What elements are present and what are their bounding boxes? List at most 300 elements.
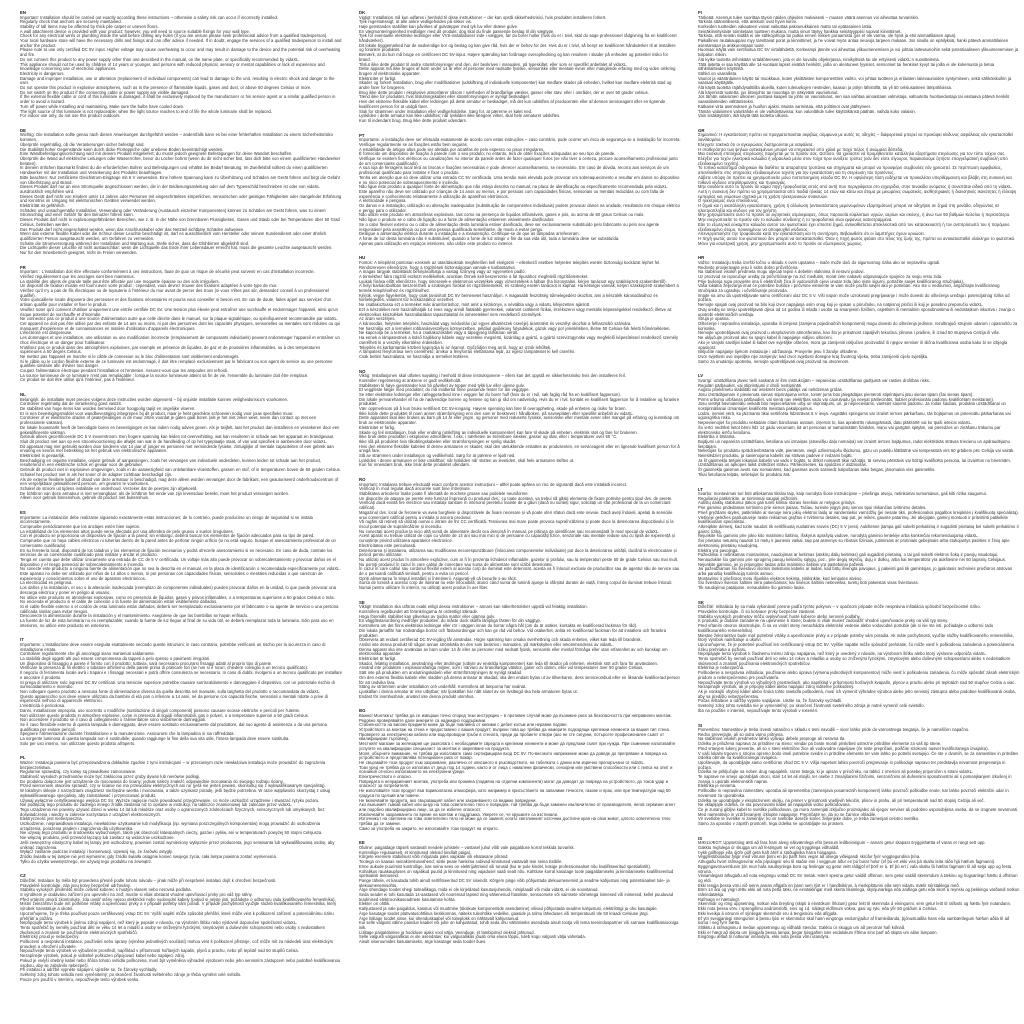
instruction-line: Si el cable flexible externo o el cordón de esta luminaria están dañados, deberá ser reemplazado exclusivamente por el fabricante o su agente de servicio o una persona calificada similar para evitar riesgos. <box>20 603 339 614</box>
instruction-line: Kontrollera om det finns elektriska ledningar eller rör i väggen innan du borrar några hål (om du är osäker, kontakta en kvalificerad fackman för råd). <box>359 623 638 629</box>
instruction-line: Aukštų daiktų stabilumui įtakos gali turėti kilimai storais šereliais ar nelygios grindys. <box>698 500 856 506</box>
instruction-line: Elektricitet er farligt. <box>359 75 397 81</box>
instruction-line: Vérifiez qu'il n'y a pas de fils électriques ou de tuyauterie à l'intérieur du mur avant de percer des trous (si vous n'êtes pas sûr, demandez conseil à un professionnel qualifié). <box>20 288 330 298</box>
language-code: IT <box>20 637 24 643</box>
instruction-line: Hvis den eksterne fleksible kabelen til denne armaturen er skadet, skal den utelukkende erstattes av produsenten, en serviceagent eller en lignende kvalifisert person for å unngå fare. <box>359 443 680 454</box>
instruction-line: Não ligue este produto a qualquer fonte de alimentação que não esteja descrita no manual, na placa de identificação ou especificamente recomendada pela vidaXL. <box>359 184 669 190</box>
instruction-line: Verificați în mod regulat dacă ancorele sunt bine întreținute. <box>359 486 471 492</box>
instruction-line: En vægmonteringsenhed medfølger med dit produkt; dog skal du finde passende beslag til din vægtype. <box>359 28 555 34</box>
instruction-line: Stäng av strömmen under installation och underhåll. Kontrollera att lamporna har svalnat. <box>359 684 527 690</box>
language-section-ro <box>359 477 681 591</box>
instruction-line: Important : L'installation doit être effectuée conformément à ces instructions, faute de quoi un risque de sécurité peut survenir en cas d'installation incorrecte. <box>20 269 315 275</box>
language-code: GR <box>698 127 705 133</box>
instruction-line: Die Lichtquelle dieser Leuchte ist nicht austauschbar; wenn die Lichtquelle das Ende ihrer Lebensdauer erreicht hat, muss die gesamte Leuchte ausgetauscht werden. <box>20 245 333 251</box>
instruction-line: Electricity is dangerous. <box>20 70 65 76</box>
instruction-line: Εάν το εξωτερικό εύκαμπτο καλώδιο αυτού του φωτιστικού έχει υποστεί ζημιά, αντικαθίσταται αποκλειστικά από τον κατασκευαστή ή τον αντιπρόσωπό του ή παρόμοιο εξειδικευμένο άτομο, προκειμένου να αποφευχθεί κίνδυνος. <box>698 221 1010 232</box>
instruction-line: Ne használja ezt a terméket robbanásveszélyes környezetben, például gyúlékony folyadékok, gázok vagy por jelenlétében, illetve 50 Celsius-fok feletti hőmérsékleten. <box>359 325 671 331</box>
instruction-line: Kontrollige regulaarselt, et kinnitused oleksid kindlalt paigal. <box>359 849 471 855</box>
instruction-line: Desconecte la alimentación durante la instalación y el mantenimiento. Asegúrese de que las bombillas se hayan enfriado. <box>20 613 249 619</box>
instruction-line: Ekki nota þessa vöru í sprengifimu andrúmslofti, eins og t.d. nálægt eldfimum vökva, gasi og ryki, eða yfir 50 gráðum á Celsíus. <box>698 906 938 912</box>
instruction-line: Er is een bevestigingsmiddel voor wandbevestiging inbegrepen bij dit product, maar je hebt geschikte schroeven nodig voor jouw specifieke muur. <box>20 410 294 416</box>
instruction-line: Tarkista, että seinän sisällä ei ole sähköjohtoja tai putkia ennen reikien poraamista (jos et ole varma, ole hyvä ja etsi ammattilaisen apua). <box>698 33 957 39</box>
instruction-line: Non collegare questo prodotto a nessuna fonte di alimentazione diversa da quella descritta nel manuale, sulla targhetta del prodotto o raccomandata da vidaXL. <box>20 689 321 694</box>
instruction-line: A eletricidade é perigosa. <box>359 198 407 204</box>
instruction-line: Nenaudokite šio gaminio prie sprogimų pavojų keliančių sąlygų, pvz., prie degių skysčių, dujų ir dulkių, arba kai temperatūra yra aukštesnė nei 50 laipsnių Celsijaus. <box>698 556 1006 562</box>
instruction-line: Skador, felaktig installation, användning eller ändringar (utbyte av enskilda komponenter) kan leda till skador på enheten, elektrisk stöt och fara för användaren. <box>359 660 659 666</box>
language-code: EE <box>359 840 365 846</box>
instruction-line: Elektrika je nevarna. <box>698 783 737 789</box>
instruction-line: Med namestitvijo in vzdrževanjem izklopite napajanje. Prepričajte se, da so se žarnice ohladile. <box>698 811 877 817</box>
language-section-gr <box>698 128 1020 246</box>
instruction-line: Un dispositivo di fissaggio a parete è fornito con il prodotto; tuttavia, sarà necessario procurarsi fissaggi adatti al proprio tipo di parete. <box>20 660 273 666</box>
instruction-line: De lichtbron van deze armatuur is niet vervangbaar; als de lichtbron het einde van zijn levensduur bereikt, moet het product vervangen worden. <box>20 490 290 496</box>
instruction-line: Slökktu á rafmagninu á meðan uppsetningu og viðhaldi stendur. Gakktu úr skugga um að perurnar hafi kólnað. <box>698 924 906 930</box>
instruction-line: Μην ενεργοποιείτε το προϊόν εάν το καλώδιο σύνδεσης ή το τροφοδοτικό είναι εμφανώς κατεστραμμένα. <box>698 217 893 223</box>
instruction-line: Elektrizität ist gefährlich. <box>20 203 66 209</box>
instruction-line: Vérifiez régulièrement que les ancrages sont bien maintenus. <box>20 273 135 279</box>
instruction-line: Počas inštalácie a údržby vypnite napájanie. Uistite sa, že žiarovky vychladli. <box>698 698 843 704</box>
instruction-line: Das Produkt darf nicht eingeschaltet werden, wenn das Anschlusskabel oder das Netzteil sichtbare Schäden aufweisen. <box>20 226 245 232</box>
instruction-line: Katkaise virta asennuksen ja huollon ajaksi. Muista varmistaa, että polttimot ovat jäähtyneet. <box>698 103 871 109</box>
language-code: IS <box>698 835 703 841</box>
instruction-line: Athugaðu hvort rafmagnsvírar eða pípulagnir séu til staðar inni í veggnum áður en þú borar holur (ef þú ert ekki viss þá skaltu leita ráða hjá hæfum fagmanni). <box>698 859 996 865</box>
instruction-line: Stabiliteten til høye gjenstander kan bli påvirket av tepper med tykk luv eller ujevne gulv. <box>359 382 525 388</box>
instruction-line: Ikke koble dette produktet til noen annen strømforsyning enn den som er beskrevet i håndboken, på navneplaten eller spesifikt anbefalt av vidaXL. <box>359 410 634 416</box>
instruction-line: Schalte die Stromversorgung während der Installation und Wartung aus. Stelle sicher, dass die Glühbirnen abgekühlt sind. <box>20 240 250 246</box>
instruction-line: Do not switch on the product if the connecting cable or power supply are visible damaged. <box>20 89 190 95</box>
instruction-line: Questo apparecchio non deve essere utilizzato da bambini di età pari o inferiore a 14 anni, né da persone con capacità fisiche, sensoriali o mentali ridotte o prive di esperienza nell'uso di apparecchi elettronici. <box>20 693 328 704</box>
instruction-line: Ελέγξτε για τυχόν ηλεκτρικά καλώδια ή υδραυλικά μέσα στον τοίχο πριν ανοίξετε τρύπες (εάν δεν είστε σίγουροι, παρακαλούμε ζητήστε επαγγελματική συμβουλή από εξειδικευμένο τεχνίτη). <box>698 155 1008 166</box>
instruction-line: Belangrijk: de installatie moet precies volgens deze instructies worden uitgevoerd – bij onjuiste installatie kunnen veiligheidsrisico's voorkomen. <box>20 396 289 402</box>
instruction-line: Tego urządzenia nie powinny używać dzieci w wieku 14 lat lub młodsze oraz osoby o ograniczonych zdolnościach fizycznych, sensorycznych lub umysłowych, bez doświadczenia i wiedzy w zakresie korzystania z urządzeń elektronicznych. <box>20 806 325 817</box>
instruction-line: Μην συνδέετε αυτό το προϊόν σε καμία πηγή τροφοδοσίας εκτός από αυτή που περιγράφεται στο εγχειρίδιο, στην πινακίδα ονόματος ή συνιστάται ειδικά από τη vidaXL. <box>698 184 1013 190</box>
language-section-nl <box>20 392 342 501</box>
instruction-line: Tämän valaisimen valonlähde ei ole vaihdettavissa; kun valonlähde tulee käyttöikänsä päähän, vaihda koko valaisin. <box>698 108 916 114</box>
instruction-line: Sursa de lumină a acestui corp de iluminat nu este înlocuibilă; atunci când sursa de lumină ajunge la sfârșitul duratei de viață, întreg corpul de iluminat trebuie înlocuit. <box>359 580 673 586</box>
instruction-line: Při instalaci a údržbě vypněte napájení. Ujistěte se, že žárovky vychladly. <box>20 967 158 973</box>
language-section-is <box>698 836 1020 940</box>
instruction-line: Wenn das externe flexible Kabel oder die Schnur dieser Leuchte beschädigt ist, darf es ausschließlich vom Hersteller oder seinem Kundendienst oder einer ähnlich qualifizierten Person ausgetauscht werden, um Gefahren zu vermeiden. <box>20 231 327 241</box>
instruction-line: Pouze pro použití v interiéru, nepoužívejte tento výrobek venku. <box>20 976 140 982</box>
instruction-line: Kontroller regelmessig at ankrene er godt vedlikeholdt. <box>359 377 462 383</box>
instruction-line: Bemærk, at du kun må bruge en certificeret DC 5V-input. Højere spænding kan forårsage overophedning og kan resultere i skader på enheden og potentiel risiko for brand. <box>359 52 669 62</box>
instruction-line: Überprüfe regelmäßig, ob die Verankerungen sicher befestigt sind. <box>20 141 145 147</box>
instruction-line: Stabilność wysokich przedmiotów może być zakłócona przez gruby dywan lub nierówne podłogi. <box>20 774 201 780</box>
instruction-line: Ekki er hægt að skipta um ljósgjafa þessa lampa; þegar ljósgjafinn nær endalokum líftíma síns þarf að skipta um allan lampann. <box>698 929 938 935</box>
instruction-line: Isključite napajanje tijekom instalacije i održavanja. Provjerite jesu li žarulje ohlađene. <box>698 349 859 355</box>
instruction-line: Dette apparatet skal ikke brukes av barn på 14 år eller yngre, og personer med reduserte fysiske, sensoriske eller mentale evner eller mangel på erfaring og kunnskap om bruk av elektroniske apparater. <box>359 415 680 426</box>
instruction-line: Não utilize este produto em atmosferas explosivas, tais como na presença de líquidos inflamáveis, gases e pós, ou acima de 50 graus Celsius ou mais. <box>359 212 645 218</box>
instruction-line: Dit lokale byggemarked har de nødvendige bor og beslag og kan give råd, hvis der er behov for det. Hvis du er i tvivl, så benyt en kvalificeret håndværker til at installere og forankre produktet. <box>359 42 676 53</box>
instruction-line: Un dispositif de fixation murale est fourni avec votre produit ; cependant, vous devrez trouver des fixations adaptées à votre type de mur. <box>20 283 278 289</box>
instruction-line: Източникът на светлина на това осветително тяло не може да се заменя; когато светлинният източник достигне края на своя живот, цялото осветително тяло трябва да се замени. <box>359 816 671 827</box>
instruction-line: Αυτή η συσκευή δεν πρέπει να χρησιμοποιείται από παιδιά ηλικίας 14 ετών και κάτω και άτομα με μειωμένες σωματικές, αισθητηριακές ή διανοητικές ικανότητες ή έλλειψη εμπειρίας και γνώσεων σχετικά με τη χρήση ηλεκτρονικών συσκευών. <box>698 188 1017 199</box>
instruction-line: Numai pentru utilizare în interior, nu utilizați acest produs în aer liber. <box>359 585 489 591</box>
instruction-line: Ha ennek a lámpatestnek a külső hajlékony kábele vagy vezetéke megsérül, kizárólag a gyártó, a gyártó szervizügynöke vagy megfelelő képesítéssel rendelkező személy cserélheti ki a veszély elkerülése érdekében. <box>359 335 679 345</box>
instruction-line: Pred vŕtaním otvorov skontrolujte, či sa vo vnútri steny nenachádza elektrické vedenie alebo vodovodné potrubie (ak si nie ste istí, požiadajte o odbornú radu kvalifikovaného remeselníka). <box>698 623 994 633</box>
instruction-line: Pomembno: Namestitev je treba izvesti natančno v skladu s temi navodili – sicer lahko pride do varnostnega tveganja, če je nameščen napačno. <box>698 727 970 733</box>
instruction-line: Nejunkite šio gaminio prie jokio kito maitinimo šaltinio, išskyrus aprašytą vadove, nurodytą gaminio lentelėje arba konkrečiai rekomenduojamą vidaXL. <box>698 533 979 539</box>
instruction-line: Nepripájajte tento výrobok k žiadnemu inému zdroju napájania, než ktorý je uvedený v návode, na výrobnom štítku alebo ktorý výslovne odporúča vidaXL. <box>698 651 987 657</box>
instruction-line: Et veggfeste følger med produktet; du må imidlertid finne passende fester for din veggtype. <box>359 387 530 393</box>
instruction-line: Do not operate this product in explosive atmospheres, such as in the presence of flammable liquids, gases and dust, or above 50 degrees Celsius or more. <box>20 85 312 91</box>
instruction-line: Tento spotřebič by neměly používat děti ve věku 14 let a mladší a osoby se sníženými fyzickými, smyslovými a duševními schopnostmi nebo osoby s nedostatkem zkušeností a znalostí se používáním elektronických spotřebičů. <box>20 924 325 935</box>
instruction-line: Dieses Gerät darf nicht von Kindern unter 14 Jahren oder Personen mit eingeschränkten körperlichen, sensorischen oder geistigen Fähigkeiten oder mangelnder Erfahrung und Kenntnis im Umgang mit elektronischen Geräten verwendet werden. <box>20 193 342 204</box>
instruction-line: Elektra yra pavojinga. <box>698 547 739 553</box>
instruction-line: Elektricitet är farligt. <box>359 656 397 662</box>
instruction-line: Nepoužívejte tento výrobek ve výbušném prostředí, například v přítomnosti hořlavých kapalin, plynů a prachu, nebo při teplotě nad 50 stupňů Celsia. <box>20 948 299 954</box>
instruction-line: L'électricité est dangereuse. <box>20 330 73 336</box>
column-3 <box>698 10 1020 949</box>
instruction-line: Elekter on ohtlik. <box>359 901 391 907</box>
language-section-lv <box>698 373 1020 477</box>
instruction-line: Korkeiden tuotteiden vakauteen voivat vaikuttaa paksunukkainen matto tai epätasainen lattia. <box>698 23 873 29</box>
language-section-fi <box>698 10 1020 119</box>
instruction-line: Die Stabilität hoher Gegenstände kann durch dicke Florteppiche oder unebene Böden beeinträchtigt werden. <box>20 146 224 152</box>
instruction-line: Enne aukude puurimist kontrollige, kas seina sees on elektrijuhtmeid või torusid (kui te pole kindel, küsige professionaalset nõu kvalifitseeritud spetsialistilt). <box>359 863 652 869</box>
instruction-line: Schakel de stroom uit tijdens installatie en onderhoud. Verzeker dat de peertjes zijn afgekoeld. <box>20 485 198 491</box>
instruction-line: If the external flexible cable or cord of this luminaire is damaged, it shall be exclusively replaced by the manufacturer or his service agent or a similar qualified person in order to avoid a hazard. <box>20 94 336 105</box>
instruction-line: Nepievienojiet šo produktu nekādam citam barošanas avotam, izņemot to, kas aprakstīts rokasgrāmatā, datu plāksnītē vai ko īpaši ieteicis vidaXL. <box>698 420 972 426</box>
language-code: HR <box>698 255 705 261</box>
instruction-line: Brug ikke dette produkt i eksplosive atmosfærer såsom i nærheden af brandfarlige væsker, gasser eller støv, eller i områder, der er over 50 grader celsius. <box>359 89 649 95</box>
instruction-line: The light source of this luminaire is not replaceable; when the light source reaches to end of life the whole luminaire shall be replaced. <box>20 108 273 114</box>
language-code: EN <box>20 10 26 15</box>
instruction-line: Dôležité: Inštalácia by sa mala vykonávať presne podľa týchto pokynov – v opačnom prípade môže nesprávna inštalácia spôsobiť bezpečnostné riziko. <box>698 604 981 610</box>
instruction-line: Schäden und unsachgemäße Installation, Verwendung oder Veränderung (Austausch einzelner Komponenten) können zu Schäden am Gerät führen, was zu einem Stromschlag und einer Gefahr für den Benutzer führen kann. <box>20 207 326 218</box>
instruction-line: Se il cavo flessibile esterno di questa lampada è danneggiato, deve essere sostituito esclusivamente dal produttore, dal suo agente di assistenza o da una persona qualificata per evitare pericoli. <box>20 721 327 732</box>
instruction-line: Изключвайте захранването по време на монтаж и поддръжка. Уверете се, че крушките са изстинали. <box>359 811 559 817</box>
instruction-line: Csak beltéri használatra, ne használja a terméket kültéren. <box>359 353 470 359</box>
instruction-line: Cet appareil ne doit pas être utilisé par des enfants de 14 ans ou moins, ni par des personnes dont les capacités physiques, sensorielles ou mentales sont réduites ou qui manquent d'expérience et de connaissances en matière d'utilisation d'appareils électroniques. <box>20 320 341 331</box>
instruction-line: Poškození a nesprávná instalace, používání nebo úpravy (výměna jednotlivých součástí) mohou vést k poškození přístroje, což může mít za následek úraz elektrickým proudem a ohrožení uživatele. <box>20 939 334 949</box>
instruction-line: Eine Wandbefestigungsvorrichtung wird mit deinem Produkt mitgeliefert; du musst jedoch geeignete Befestigungen für deine Wandart beschaffen. <box>20 151 293 157</box>
instruction-line: Svarīgi: uzstādīšana jāveic tieši saskaņā ar šīm instrukcijām – nepareizas uzstādīšanas gadījumā var rasties drošības risks. <box>698 377 931 383</box>
instruction-line: Šio šviestuvo šviesos šaltinis nėra pakeičiamas; kai šviesos šaltinis nebeveikia, turėtų būti pakeistas visas šviestuvas. <box>698 580 919 586</box>
language-section-ee <box>359 840 681 944</box>
instruction-line: Wichtig: Die Installation sollte genau nach diesen Anweisungen durchgeführt werden – andernfalls kann es bei einer fehlerhaften Installation zu einem Sicherheitsrisiko kommen. <box>20 132 333 143</box>
instruction-line: Non accendere il prodotto se il cavo di collegamento o l'alimentatore sono visibilmente danneggiati. <box>20 717 207 723</box>
instruction-line: Elektryczność jest niebezpieczna. <box>20 816 83 822</box>
language-section-pl <box>20 755 342 864</box>
instruction-line: En väggfästanordning medföljer produkten; du måste dock skaffa lämpliga fästen för din väggtyp. <box>359 618 542 624</box>
instruction-line: Din lokala järnaffär har nödvändiga borrar och fästanordningar och kan ge råd vid behov. Vid osäkerhet, anlita en kvalificerad fackman för att installera och förankra produkten. <box>359 627 667 638</box>
instruction-line: Šī gaismekļa gaismas avots nav nomaināms; kad gaismas avots sasniedz kalpošanas laika beigas, jānomaina viss gaismeklis. <box>698 467 936 473</box>
instruction-line: A fonte de luz desta luminária não é substituível; quando a fonte de luz atingir o fim da sua vida útil, toda a luminária deve ser substituída. <box>359 235 620 241</box>
instruction-line: Този уред не трябва да се използва от деца под 14 години, както и от лица с намалени физически, сензорни или умствени способности или с липса на опит и познания относно използването на електронни уреди. <box>359 764 673 775</box>
instruction-line: Prieš gręždami skyles, patikrinkite ar sienoje nėra jokių elektros laidų ar vandentiekio vamzdžių (jei nesate tikri, profesionalios pagalbos kreipkitės į kvalifikuotą specialistą). <box>698 509 1019 515</box>
column-2 <box>359 10 681 954</box>
instruction-line: V vaši lokalni trgovini s strojno opremo bodo imeli potrebne svedre in pritrdilne elemente ter vam lahko po potrebi svetujejo. Če ste v dvomih, se za namestitev in pritrditev izdelka obrnite na kvalificiranega izvajalca. <box>698 750 1019 761</box>
instruction-line: Na stabilnost visokih predmetov lahko vplivajo debele preproge ali neravna tla. <box>698 736 846 742</box>
instruction-line: Damage and improper installation, use or alteration (replacement of individual components) can lead to damage to the unit, resulting in electric shock and danger to the user. <box>20 75 335 86</box>
instruction-line: Controleer regelmatig dat de verankering goed vastzit. <box>20 401 122 407</box>
instruction-line: Elektrina je nebezpečná. <box>698 665 745 671</box>
instruction-line: Vă rugăm să rețineți să utilizați numai o intrare de 5V CC certificată. Tensiunea mai mare poate provoca supraîncălzirea și poate duce la deteriorarea dispozitivului și la riscul potențial de supraîncălzire și incendiu. <box>359 519 674 529</box>
instruction-line: Augstu priekšmetu stabilitāti var ietekmēt biezs paklājs vai nelīdzenas grīdas. <box>698 387 843 393</box>
instruction-line: Fontos: A telepítést pontosan ezeknek az utasításoknak megfelelően kell elvégezni – ellenkező esetben helytelen telepítés esetén biztonsági kockázat léphet fel. <box>359 259 661 265</box>
instruction-line: Importante: a instalação deve ser efetuada exatamente de acordo com estas instruções – caso contrário, pode ocorrer um risco de segurança se a instalação for incorreta. <box>359 137 681 143</box>
instruction-line: Acest aparat nu trebuie utilizat de copii cu vârste de 14 ani sau mai mici și de persoane cu capacități fizice, senzoriale sau mentale reduse sau cu lipsă de experiență și cunoștințe privind utilizarea aparatelor electronice. <box>359 533 675 544</box>
instruction-line: Vinsamlegast athugaðu að nota eingöngu vottað DC 5V inntak. Hærri spenna getur valdið ofhitnun, sem getur valdið skemmdum á tækinu og hugsanlegri hættu á ofhitnun og eldi. <box>698 873 1018 883</box>
instruction-line: În cazul în care cablul sau cordonul flexibil extern al acestui corp de iluminat este deteriorat, acesta va fi înlocuit exclusiv de producător sau de agentul său de service sau de o persoană calificată similară, pentru a evita un pericol. <box>359 566 680 577</box>
instruction-line: Atkreipkite dėmesį, kad turite naudoti tik sertifikuotą nuolatinės srovės (DC) 5 V įvestį. Aukštesnė įtampa gali sukelti perkaitimą ir sugadinti prietaisą bei sukelti perkaitimo ir gaisro riziką. <box>698 524 1019 534</box>
instruction-line: Tilslut ikke dette produkt til andre strømforsyninger end den, der beskrives i manualen, på typeskiltet, eller som er specifikt anbefalet af vidaXL. <box>359 61 628 67</box>
instruction-line: Spegnere l'alimentazione durante l'installazione e la manutenzione. Assicurarsi che la lampadina si sia raffreddata. <box>20 731 235 737</box>
instruction-line: Η σταθερότητα των ψηλών αντικειμένων μπορεί να επηρεαστεί από χαλιά με παχύ πέλος ή ανώμαλα δάπεδα. <box>698 146 904 152</box>
instruction-line: Izdelka ne priključujte na noben drug napajalnik, razen tistega, ki je opisan v priročniku, na tablici z imenom ali posebej priporočen s strani vidaXL. <box>698 769 974 775</box>
instruction-line: Struja je opasna. <box>698 316 730 322</box>
instruction-line: Desligue a alimentação elétrica durante a instalação e a manutenção. Certifique-se de que as lâmpadas arrefeceram. <box>359 231 580 237</box>
instruction-line: Elektrisitet er farlig. <box>359 424 396 430</box>
instruction-line: Seinäkiinnityslaite toimitetaan tuotteen mukana, mutta sinun täytyy hankkia seinätyyppiisi sopivat kiinnittimet. <box>698 28 902 34</box>
language-section-dk <box>359 10 681 124</box>
instruction-line: Lyukak fúrása előtt ellenőrizze, hogy nincsenek-e elektromos vezetékek vagy vízvezetékek a falban (ha bizonytalan, kérjen tanácsot egy szakképzett szakembertől). <box>359 278 667 284</box>
instruction-line: Sluit dit product niet aan op een stroomvoorziening die afwijkt van wat in de handleiding of op het typeplaatje staat, of van wat specifiek is aanbevolen door vidaXL. <box>20 438 328 444</box>
instruction-line: Stabilitatea articolelor înalte poate fi afectată de mochete groase sau podelele neuniforme. <box>359 491 529 497</box>
instruction-line: Tento spotrebič by nemali používať deti vo veku 14 rokov a mladšie a osoby so zníženými fyzickými, zmyslovými alebo duševnými schopnosťami alebo s nedostatkom skúseností a znalostí používania elektronických spotrebičov. <box>698 656 1011 666</box>
instruction-line: Pravidelně kontrolujte, zda jsou kotvy bezpečně udržovány. <box>20 882 131 888</box>
instruction-line: Gakktu reglulega úr skugga um að festingum sé vel og tryggilega viðhaldið. <box>698 844 840 850</box>
instruction-line: De stabiliteit van hoge items kan worden beïnvloed door hoogpolig tapijt en ongelijke vloeren. <box>20 406 196 412</box>
instruction-line: Regularly check that anchors are securely maintained. <box>20 19 122 25</box>
instruction-line: Šio prietaiso neturėtų naudoti 14 metų ir jaunesni vaikai, taip pat asmenys su ribotais fiziniais, jutiminiais ar protiniais gebėjimais arba stokojantys patirties ir žinių apie elektroninių prietaisų naudojimą. <box>698 538 1010 548</box>
instruction-line: Pravidelne kontrolujte, či sú kotviace prvky bezpečne zaistené. <box>698 609 816 615</box>
instruction-line: Skader og forkert installation, brug eller modifikationer (udskiftning af individuelle komponenter) kan medføre skader på enheden, hvilket kan medføre elektrisk stød og andre farer for brugeren. <box>359 80 672 91</box>
instruction-line: Älä käynnistä tuotetta, jos liitosjohto tai muuntaja on näkyvästi vaurioitunut. <box>698 89 839 95</box>
instruction-line: K produktu je dodané zariadenie na upevnenie k stene; budete si však musieť zadovážiť vhodné upevňovacie prvky na váš typ steny. <box>698 618 949 624</box>
instruction-line: En su ferretería local, dispondrá de los taladros y los elementos de fijación necesarios y podrá ofrecerle asesoramiento si es necesario. En caso de duda, contrate los servicios de un comerciante cualificado para instalar y anclar el producto. <box>20 547 333 558</box>
instruction-line: Tænd ikke for produktet, hvis tilslutningskablet eller strømforsyningen er synligt beskadiget. <box>359 94 530 100</box>
instruction-line: Samo za unutarnju upotrebu, nemojte upotrebljavati ovaj proizvod na otvorenom. <box>698 358 850 364</box>
column-1 <box>20 10 342 991</box>
instruction-line: Miestne železiarstvo bude mať potrebné vrtáky a upevňovacie prvky a v prípade potreby vám poradia. Ak máte pochybnosti, využite služby kvalifikovaného remeselníka, ktorý výrobok nainštaluje a ukotví. <box>698 632 1014 643</box>
instruction-line: Ne uključujte proizvod ako su spojni kabel ili napajanje vidljivo oštećeni. <box>698 335 833 341</box>
language-section-no <box>359 369 681 469</box>
instruction-line: Tarkista säännöllisesti, että ankkurit ovat hyvin kiinni. <box>698 19 798 25</box>
instruction-line: Uz proizvod se isporučuje uređaj za pričvršćivanje na zid; međutim, morat ćete nabaviti odgovarajuće spojnice za svoju vrstu zida. <box>698 273 943 279</box>
instruction-line: Kahjustused ja vale paigaldus, kasutus või muutmine (üksikute komponentide asendamine) võivad põhjustada seadme kahjustusi, elektrilöögi ja ohu kasutajale. <box>359 906 658 912</box>
instruction-line: Uzstādīšanas un apkopes laikā izslēdziet strāvu. Pārliecinieties, ka spuldzes ir atdzisušas. <box>698 462 868 468</box>
instruction-line: Controllare regolarmente che gli ancoraggi siano mantenuti saldamente. <box>20 651 156 657</box>
language-code: DK <box>359 10 366 15</box>
instruction-line: Schakel het product niet in als het snoer of de adapter zichtbaar beschadigd zijn. <box>20 471 173 477</box>
instruction-line: Tylko do użytku wewnętrznego, nie używaj tego produktu na zewnątrz. <box>20 858 153 864</box>
instruction-line: Viktig: Installasjonen skal utføres nøyaktig i henhold til disse instruksjonene – ellers kan det oppstå en sikkerhetsrisiko hvis den installeres feil. <box>359 373 626 379</box>
instruction-line: Μόνο για εσωτερική χρήση, μην χρησιμοποιείτε αυτό το προϊόν σε εξωτερικούς χώρους. <box>698 240 863 246</box>
instruction-line: Do produktu dołączone jest urządzenie do mocowania do ściany; jednak należy znaleźć odpowiednie mocowania do swojego rodzaju ściany. <box>20 778 284 784</box>
instruction-line: A magas tárgyak stabilitását befolyásolhatja a vastag szőnyeg vagy az egyenetlen padló. <box>359 269 526 275</box>
instruction-line: Важно! Монтажът трябва да се извърши точно според тези инструкции – в противен случай може да възникне риск за безопасността при неправилен монтаж. <box>359 712 672 718</box>
language-code: BG <box>359 708 366 714</box>
instruction-line: Ainult siseruumides kasutamiseks, ärge kasutage seda toodet õues. <box>359 939 487 945</box>
language-code: NL <box>20 392 26 398</box>
instruction-line: Slå av strømmen under installasjon og vedlikehold. Sørg for at pærene er kjølt ned. <box>359 453 516 459</box>
instruction-line: Kun til indendørs brug. Brug ikke dette produkt udendørs. <box>359 117 467 123</box>
instruction-line: Λάβετε υπόψη ότι πρέπει να χρησιμοποιείτε μόνο πιστοποιημένη είσοδο DC 5V. Η υψηλότερη τάση ενδέχεται να προκαλέσει υπερθέρμανση και βλάβη στη συσκευή και πιθανό κίνδυνο υπερθέρμανσης και πυρκαγιάς. <box>698 174 1012 185</box>
instruction-line: Не включвайте продукта, ако свързващият кабел или захранването са видимо повредени. <box>359 797 537 803</box>
instruction-line: Kõrgete esemete stabiilsust võib mõjutada paks vaipkate või ebatasane põrand. <box>359 854 509 860</box>
language-code: CZ <box>20 873 26 879</box>
instruction-line: Електричеството е опасно. <box>359 774 412 780</box>
language-section-hr <box>698 255 1020 364</box>
instruction-line: Reguliariai patikrinkite, ar tvirtinimai saugiai prižiūrimi. <box>698 495 799 501</box>
instruction-line: Votre quincaillerie locale disposera des perceuses et des fixations nécessaires et pourra vous conseiller si besoin est. En cas de doute, faites appel aux services d'un artisan qualifié pour installer et fixer le produit. <box>20 297 332 308</box>
language-section-cz <box>20 873 342 982</box>
instruction-line: Se o cabo flexível externo ou o cabo de alimentação desta luminária estiver danificado, deve ser exclusivamente substituído pelo fabricante ou pelo seu agente responsável pela assistência ou por uma pessoa qualificada semelhante, de modo a evitar perigo. <box>359 221 660 232</box>
instruction-line: Elektriciteit is gevaarlijk. <box>20 453 65 459</box>
instruction-line: No utilice este producto en atmósferas explosivas, como en presencia de líquidos, gases y polvos inflamables, o a temperaturas superiores a 50 grados Celsius o más. <box>20 594 335 600</box>
instruction-line: Poškodenie a nesprávna inštalácia, používanie alebo úprava (výmena jednotlivých komponentov) môže viesť k poškodeniu zariadenia, čo môže spôsobiť zásah elektrickým prúdom a nebezpečenstvo pre používateľa. <box>698 670 1020 680</box>
instruction-line: Ärge ühendage toodet ühegi toiteallikaga, mida ei ole kirjeldatud kasutusjuhendis, nimiplaadil või mida vidaXL ei ole soovitanud. <box>359 887 599 893</box>
instruction-line: La stabilità degli oggetti alti può essere compromessa da tappeti a pelo spesso o pavimenti irregolari. <box>20 656 211 662</box>
language-section-de <box>20 128 342 256</box>
instruction-line: Не свързвайте този продукт към захранване, различно от описаното в ръководството, на табелката с данни или изрично препоръчано от vidaXL. <box>359 759 645 765</box>
instruction-line: Ważne: Instalacja powinna być przeprowadzona dokładnie zgodnie z tymi instrukcjami – w przeciwnym razie niewłaściwa instalacja może prowadzić do zagrożenia bezpieczeństwa. <box>20 759 326 770</box>
instruction-line: Nelietojiet šo produktu sprādzienbīstamā vidē, piemēram, viegli uzliesmojošu šķidrumu, gāzu un putekļu klātbūtnē vai temperatūrā virs 50 grādiem pēc Celsija vai vairāk. <box>698 448 1015 454</box>
language-section-bg <box>359 708 681 831</box>
instruction-line: Elektrický proud je nebezpečný. <box>20 934 80 940</box>
instruction-line: Před vrtáním otvorů zkontrolujte, zda uvnitř stěny nejsou elektrické nebo vodovodní kabely (pokud si nejste jisti, požádejte o odbornou radu kvalifikovaného řemeslníka). <box>20 896 336 902</box>
instruction-line: Un dispozitiv de atașare pe perete este furnizat împreună cu produsul dvs.; cu toate acestea, va trebui să găsiți elemente de fixare potrivite pentru tipul dvs. de perete. <box>359 495 673 501</box>
instruction-line: Samo za uporabo v zaprtih prostorih, tega izdelka ne uporabljajte na prostem. <box>698 821 845 827</box>
instruction-line: Bitte beachten: Nur zertifizierte Gleichstrom-Eingänge mit 5 V verwenden. Eine höhere Spannung kann zu Überhitzung und Schäden am Gerät führen und birgt die Gefahr von Überhitzung und Brand. <box>20 174 341 185</box>
instruction-line: Om den externa flexibla kabeln eller sladden på denna armatur är skadad, ska den endast bytas ut av tillverkaren, dess serviceombud eller en liknande kvalificerad person för att undvika fara. <box>359 674 680 685</box>
instruction-line: Стабилността на високи предмети може да бъде повлияна от килими с дебел косъм или неравни подове. <box>359 722 568 728</box>
instruction-line: Ако външният гъвкав кабел или шнур на това осветително тяло е повреден, той трябва да бъде заменен изключително от производителя, негов сервизен агент или подобно квалифицирано лице, за да се избегне опасност. <box>359 802 676 812</box>
language-code: SI <box>698 722 703 728</box>
language-code: PL <box>20 755 26 761</box>
instruction-line: Stabilitu vysokých předmětů může ovlivnit koberec s hustým vlasem nebo nerovná podlaha. <box>20 887 192 893</box>
instruction-line: Veuillez noter qu'il convient d'utiliser uniquement une entrée certifiée DC 5V. Une tension plus élevée peut entraîner une surchauffe et endommager l'appareil, ainsi qu'un risque potentiel de surchauffe et d'incendie. <box>20 306 338 317</box>
instruction-line: Повредата и неправилният монтаж, употреба или промяна (подмяна на отделни компоненти) могат да доведат до повреда на устройството, до токов удар и опасност за потребителя. <box>359 778 669 789</box>
instruction-line: Vær oppmerksom på å kun bruke sertifisert DC 5V-inngang. Høyere spenning kan føre til overoppheting, skade på enheten og risiko for brann. <box>359 406 627 412</box>
instruction-line: Az áram veszélyes. <box>359 316 396 322</box>
instruction-line: Jei pažeidžiamas šio šviestuvo išorinis lankstusis kabelis ar laidas, kad būtų išvengta pavojaus, jį pakeisti gali tik gamintojas, jo įgaliotasis techninės priežiūros atstovas arba panašią kvalifikaciją turintis asmuo. <box>698 566 1013 577</box>
instruction-line: Źródło światła w tej lampie nie jest wymienne; gdy źródło światła osiągnie koniec swojego życia, cała lampa powinna zostać wymieniona. <box>20 854 277 859</box>
instruction-line: Använd inte produkten i explosionsfarliga miljöer, som i närvaro av brandfarliga vätskor, gaser och damm, eller vid temperaturer över 50 grader Celsius. <box>359 665 644 671</box>
instruction-line: Местният магазин за железария ще разполага с необходимите свредла и крепежни елементи и може да предложи съвет при нужда. При съмнение използвайте услугите на квалифициран специалист за монтаж и закрепване на продукта. <box>359 741 676 751</box>
instruction-line: Rendszeresen ellenőrizze, hogy a rögzítések biztonságosan vannak-e karbantartva. <box>359 264 516 270</box>
instruction-line: Jos tämän valaisimen ulkoinen joustava kaapeli tai johto on vaurioitunut, sen saa vaihtaa ainoastaan valmistaja, valtuutettu huoltoedustaja tai vastaava pätevä henkilö vaaratilanteiden välttämiseksi. <box>698 94 1010 105</box>
instruction-line: Gebruik dit product niet in explosieve omgevingen, zoals in de aanwezigheid van ontvlambare vloeistoffen, gassen en stof, of in temperaturen boven de 50 graden Celsius. <box>20 467 341 473</box>
instruction-line: Ak je vonkajší ohybný kábel alebo šnúra tohto svietidla poškodená, musí ich vymeniť výhradne výrobca alebo jeho servisný zástupca alebo podobne kvalifikovaná osoba, aby sa predišlo nebezpečenstvu. <box>698 689 1016 699</box>
language-section-se <box>359 600 681 700</box>
instruction-line: Los daños y la instalación, el uso o la alteración inadecuada (reemplazo de componentes individuales) pueden provocar daños en la unidad, lo que puede provocar una descarga eléctrica y poner en peligro al usuario. <box>20 585 337 595</box>
instruction-line: Устройството за монтаж на стена е предоставено с вашия продукт; въпреки това ще трябва да намерите подходящи крепежни елементи за вашия тип стена. <box>359 727 670 733</box>
instruction-line: Ärge kasutage toodet plahvatusohtlikus keskkonnas, näiteks tuleohtlike vedelike, gaaside ja tolmu läheduses või temperatuuril üle 50 kraadi Celsiuse järgi. <box>359 910 649 916</box>
instruction-line: Regularnie sprawdzaj, czy kotwy są prawidłowo zamocowane. <box>20 769 137 775</box>
instruction-line: Svetelný zdroj tohto svietidla nie je vymeniteľný; po skončení životnosti svetelného zdroja je nutné vymeniť celé svietidlo. <box>698 703 925 709</box>
instruction-line: This appliance should not be used by children of 14 years or younger, and persons with reduced physical, sensory or mental capabilities or lack of experience and knowledge concerning use of electronic appliances. <box>20 61 325 72</box>
language-code: PT <box>359 132 365 138</box>
instruction-line: Nezapínajte výrobok, ak je prípojný kábel alebo napájací zdroj viditeľne poškodený. <box>698 684 855 690</box>
instruction-line: No encienda el producto si el cable de conexión o la fuente de alimentación están visiblemente dañados. <box>20 599 218 605</box>
instruction-line: Gebruik alleen gecertificeerde DC 5 V invoerstroom. Een hogere spanning kan leiden tot oververhitting, wat kan resulteren in schade aan het apparaat en brandgevaar. <box>20 434 335 440</box>
language-code: NO <box>359 368 366 374</box>
instruction-line: Ikke bruk dette produktet i eksplosive atmosfærer, f.eks. i nærheten av brennbare væsker, gasser og støv, eller i temperaturer over 50 °C. <box>359 434 618 440</box>
language-section-sk <box>698 600 1020 714</box>
instruction-line: A károsodás, helytelen telepítés, használat vagy módosítás (az egyes alkatrészek cseréje) áramütést és veszélyt okozhat a felhasználó számára. <box>359 320 632 326</box>
instruction-line: Iba na použitie v interiéri, nepoužívajte tento výrobok v exteriéri. <box>698 707 819 713</box>
instruction-line: Nemojte spajati ovaj proizvod na bilo koji izvor napajanja osim onog koji je opisan u priručniku, na natpisnoj pločici ili koji je posebno preporučio vidaXL. <box>698 302 984 308</box>
instruction-line: W lokalnym sklepie z narzędziami znajdziesz niezbędne wiertła i mocowania, a także uzyskasz poradę, jeśli będzie potrzebna. W razie wątpliwości skorzystaj z usług wykwalifikowanego specjalisty, aby zainstalować i przymocować produkt. <box>20 788 331 798</box>
instruction-line: Lūdzu, ņemiet vērā, ka jāizmanto tikai sertificēta līdzstrāvas 5 V ieeja. Augstāks spriegums var izraisīt ierīces pārkaršanu, tās bojājumus un potenciālu pārkaršanas vai ugunsgrēka risku. <box>698 410 1011 421</box>
instruction-line: Ne connectez pas ce produit à une source d'alimentation autre que celle décrite dans le manuel, sur la plaque signalétique, ou spécifiquement recommandée par vidaXL. <box>20 316 339 322</box>
instruction-line: Este aparelho não deve ser utilizado por crianças de 14 anos ou menos, e por pessoas com capacidades físicas, sensoriais ou mentais reduzidas ou com falta de experiência e conhecimento relativamente à utilização de aparelhos eletrónicos. <box>359 188 665 199</box>
instruction-line: Check for any electrical wires or plumbing inside the wall before drilling any holes (if you are unsure please seek professional advice from a qualified tradesperson). <box>20 33 328 39</box>
instruction-line: Ef ytri sveigjanlegi strengurinn á þessu ljósi er skemmdur skal hann eingöngu endurnýjaður af framleiðanda, þjónustuaðila hans eða sambærilegum hæfum aðila til að koma í veg fyrir hættu. <box>698 915 1010 926</box>
instruction-line: Compruebe que no haya cables eléctricos ni tuberías dentro de la pared antes de perforar ningún orificio (si no está seguro, busque el asesoramiento profesional de un comerciante cualificado). <box>20 538 336 548</box>
instruction-line: Skade og feil installasjon, bruk eller endring (utskifting av individuelle komponenter) kan føre til skade på enheten, elektrisk støt og fare for brukeren. <box>359 429 638 435</box>
instruction-line: Kui selle valgusti väline painduv kaabel või juhe on kahjustatud, tohib seda ohu vältimiseks asendada ainult tootja või tema teeninduspartner või sarnase kvalifikatsiooniga isik. <box>359 920 679 930</box>
language-code: ES <box>20 510 26 516</box>
instruction-line: Alleen voor gebruik binnenshuis, gebruik dit product niet buitenshuis. <box>20 495 150 501</box>
instruction-line: Your local hardware store will have the necessary drills and fixings and can offer advice if needed. If in doubt, engage the services of a qualified tradesperson to install and anchor the product. <box>20 38 342 48</box>
language-section-fr <box>20 265 342 383</box>
instruction-line: Izdelku je priložena naprava za pritrditev na steno; vendar pa boste morali priskrbeti ustrezne pritrdilne elemente za vaš tip stene. <box>698 741 942 747</box>
language-section-si <box>698 723 1020 827</box>
instruction-line: Verificați dacă există fire electrice sau instalații sanitare în interiorul peretelui înainte de a găuri (dacă nu sunteți sigur, solicitați un sfat profesional de la un comerciant calificat). <box>359 500 671 511</box>
instruction-line: Please note to use only certified DC 5V input. Higher voltage may cause overheating to occur and may result in damage to the device and the potential risk of overheating and fire. <box>20 47 341 58</box>
instruction-line: Uszkodzenie, nieprawidłowa instalacja, niewłaściwe użytkowanie lub modyfikacja (np. wymiana poszczególnych komponentów) mogą prowadzić do uszkodzenia urządzenia, porażenia prądem i zagrożenia dla użytkownika. <box>20 821 321 831</box>
instruction-line: Veggfestibúnaður fylgir með vörunni þinni en þú þarft hins vegar að útvega viðeigandi skrúfur fyrir veggtegundina þína. <box>698 854 921 860</box>
instruction-line: Este aparato no debe ser utilizado por niños de 14 años o menos, ni por personas con capacidades físicas, sensoriales o mentales reducidas o que carezcan de experiencia y conocimientos sobre el uso de aparatos electrónicos. <box>20 571 323 581</box>
instruction-line: Höga föremåls stabilitet kan påverkas av tjocka mattor eller ojämna golv. <box>359 613 496 619</box>
instruction-line: La source lumineuse de ce luminaire n'est pas remplaçable ; lorsque la source lumineuse atteint sa fin de vie, l'ensemble du luminaire doit être remplacé. <box>20 372 309 378</box>
instruction-line: Světelný zdroj tohoto svítidla není vyměnitelný; po skončení životnosti světelného zdroje je třeba vyměnit celé svítidlo. <box>20 971 242 977</box>
instruction-line: Vain sisäkäyttöön, älä käytä tätä tuotetta ulkona. <box>698 113 789 119</box>
instruction-line: Din lokale jernvarehandel vil ha de nødvendige borene og festene og kan gi råd om nødvendig. Hvis du er i tvil, kontakt en kvalifisert fagperson for å installere og forankre produktet. <box>359 396 680 407</box>
instruction-line: Stabilitu vysokých predmetov môžu ovplyvňovať husté koberce alebo nerovné podlahy. <box>698 613 861 619</box>
instruction-line: Seda seadet ei tohi kasutada 14-aastased või nooremad lapsed ning vähenenud füüsiliste, sensoorsete või vaimsete võimetega inimesed või inimesed, kellel puuduvad teadmised elektroonikaseadmete kasutamise kohta. <box>359 892 674 902</box>
language-code: FR <box>20 264 26 270</box>
instruction-line: Oštećenje i nepravilna instalacija, uporaba ili izmjena (zamjena pojedinačnih komponenti) mogu dovesti do oštećenja jedinice, rezultirajući strujnim udarom i opasnošću za korisnika. <box>698 320 1018 331</box>
instruction-line: Ekki kveikja á vörunni ef sýnilegar skemmdir eru á tengisnúru eða aflgjafa. <box>698 910 838 916</box>
instruction-line: Pokud je vnější ohebný kabel nebo šňůra tohoto svítidla poškozena, musí být vyměněna výhradně výrobcem nebo jeho servisním zástupcem nebo podobně kvalifikovanou osobou, aby se zabránilo nebezpečí. <box>20 957 341 968</box>
instruction-line: Überprüfe die Wand auf elektrische Leitungen oder Wasserrohre, bevor du Löcher bohrst (wenn du dir nicht sicher bist, lass dich bitte von einem qualifizierten Handwerker beraten). <box>20 155 341 166</box>
instruction-line: Ne kapcsolja be a terméket, ha a csatlakozókábel vagy a tápegység láthatóan sérült. <box>359 330 519 336</box>
instruction-line: In deinem örtlichen Baumarkt findest du die erforderlichen Bohrer und Befestigungen und erhältst bei Bedarf Beratung. Im Zweifelsfall solltest du einen qualifizierten Handwerker mit der Installation und Verankerung des Produkts beauftragen. <box>20 165 328 176</box>
instruction-line: Lülitage paigaldamise ja hoolduse ajaks vool välja. Veenduge, et lambipirnid oleksid jahtunud. <box>359 929 535 935</box>
instruction-line: Upoštevajte, da uporabljajte samo certificiran vhod DC 5 V. Višja napetost lahko povzroči pregrevanje in poškoduje napravo ter predstavlja nevarnost pregrevanja in požara. <box>698 759 1006 770</box>
language-code: FI <box>698 10 702 15</box>
instruction-line: Prije bušenja rupa provjerite ima li električnih žica ili vodovodnih cijevi unutar zida (ako niste sigurni, potražite savjet kvalificiranog stručnjaka). <box>698 278 965 284</box>
instruction-line: Jeśli zewnętrzny elastyczny kabel tej lampy jest uszkodzony, powinien zostać wymieniony wyłącznie przez producenta, jego serwisanta lub wykwalifikowaną osobę, aby uniknąć zagrożenia. <box>20 839 335 850</box>
instruction-line: Ezt a készüléket nem használhatják 14 éves vagy annál fiatalabb gyermekek, valamint csökkent fizikai, érzékszervi vagy mentális képességekkel rendelkező, illetve az elektronikus készülékek használatában tapasztalattal és ismeretekkel nem rendelkező személyek. <box>359 306 672 317</box>
instruction-line: Dette apparat må ikke bruges af børn under 14 år eller af personer med nedsatte fysiske, sensoriske eller mentale evner eller manglende erfaring med og viden omkring brugen af elektroniske apparater. <box>359 66 676 76</box>
instruction-line: Kun for innendørs bruk, ikke bruk dette produktet utendørs. <box>359 462 471 468</box>
instruction-line: Ikke slå på produktet hvis tilkoblingskabelen eller strømforsyningen er synlig skadet. <box>359 438 517 444</box>
instruction-line: Tjek regelmæssigt, at alle ankre vedligeholdes på sikker vis. <box>359 19 473 25</box>
instruction-line: Turn off power while installing and maintaining. Make sure the bulbs have cooled down. <box>20 103 185 109</box>
language-code: RO <box>359 477 366 483</box>
instruction-line: La stabilité des objets de grande taille peut être affectée par une moquette épaisse ou des sols irréguliers. <box>20 278 220 284</box>
instruction-line: Paikallinen rautakauppasi myy tarvittavat porat ja kiinnittimet, ja he voivat myös antaa neuvoja tarpeen mukaan. Jos sinulla on epäilyksiä, hanki pätevä ammattilainen asentamaan ja ankkuroimaan tuote. <box>698 38 1009 48</box>
instruction-line: Η ζημιά και η ακατάλληλη εγκατάσταση, χρήση ή αλλοίωση (αντικατάσταση μεμονωμένων εξαρτημάτων) μπορεί να οδηγήσει σε ζημιά στη μονάδα, οδηγώντας σε ηλεκτροπληξία και κίνδυνο για τον χρήστη. <box>698 203 1000 213</box>
instruction-line: Tätä laitetta ei saa käyttää alle 14-vuotiaat lapset eivätkä henkilöt, joilla on alentuneet fyysiset, sensoriset tai henkiset kyvyt tai joilla ei ole kokemusta ja tietoa sähkölaitteiden käytöstä. <box>698 61 995 72</box>
instruction-line: Jūsu izstrādājumam ir pievienota sienas stiprinājuma ierīce, tomēr jums būs jāiegādājas piemēroti stiprinājumi jūsu sienas tipam (šai sienas tipam). <box>698 391 974 397</box>
instruction-line: Electricitatea este periculoasă. <box>359 542 417 548</box>
instruction-line: Ελέγχετε τακτικά ότι οι αγκυρώσεις διατηρούνται με ασφάλεια. <box>698 141 814 147</box>
instruction-line: Važno: Instalaciju treba izvršiti točno u skladu s ovim uputama – inače može doći do sigurnosnog rizika ako se nepravilno ugradi. <box>698 259 941 265</box>
instruction-line: Απενεργοποιήστε την τροφοδοσία κατά την εγκατάσταση και τη συντήρηση. Βεβαιωθείτε ότι οι λαμπτήρες έχουν κρυώσει. <box>698 231 925 237</box>
instruction-line: Redovito provjeravajte jesu li sidra dobro pričvršćena. <box>698 264 799 270</box>
instruction-line: Il negozio di ferramenta locale avrà i trapani e i fissaggi necessari e potrà offrire consulenza se necessario. In caso di dubbi, rivolgersi a un tecnico qualificato per installare e ancorare il prodotto. <box>20 670 342 680</box>
instruction-line: A termékhez falra rögzítő eszközt mellékeltek, azonban Önnek kell beszereznie a fal típusához megfelelő rögzítőelemeket. <box>359 273 589 279</box>
instruction-line: Importante: La instalación debe realizarse siguiendo exactamente estas instrucciones; de lo contrario, puede producirse un riesgo de seguridad si se instala incorrectamente. <box>20 514 313 525</box>
instruction-line: Ekki tengja þessa vöru við neinn annan aflgjafa en þann sem lýst er í handbókinni, á merkiplötunni eða sem vidaXL mælir sérstaklega með. <box>698 882 960 888</box>
